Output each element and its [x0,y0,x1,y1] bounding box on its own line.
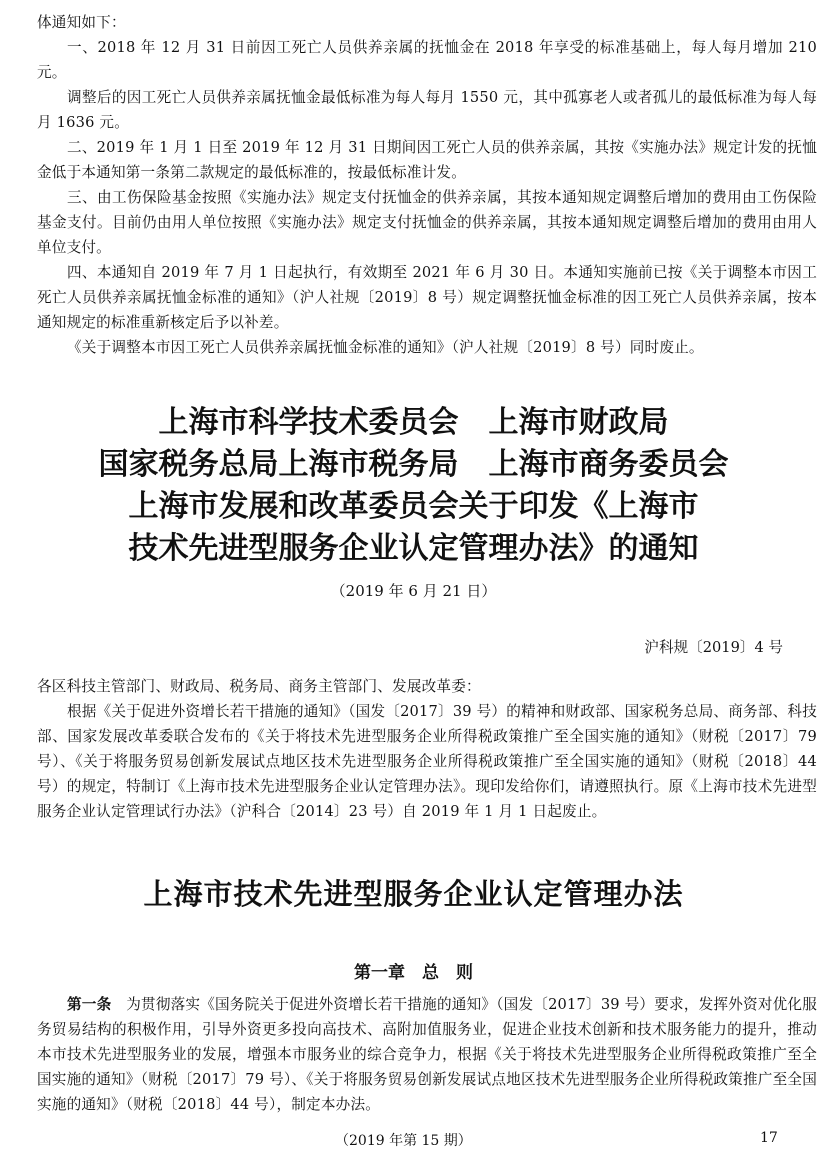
article-1-text: 为贯彻落实《国务院关于促进外资增长若干措施的通知》（国发〔2017〕39 号）要求，发挥外资对优化服务贸易结构的积极作用，引导外资更多投向高技术、高附加值服务业，促进企业技术创新和技术服务能力的提升，推动本市技术先进型服务业的发展，增强本市服务业的综合竞争力，根据《关于将技术先进型服务企业所得税政策推广至全国实施的通知》（财税〔2017〕79 号）、《关于将服务贸易创新发展试点地区技术先进型服务企业所得税政策推广至全国实施的通知》（财税〔2018〕44 号），制定本办法。 [37,996,818,1113]
notice-body [37,674,817,824]
previous-notice-continuation [37,10,817,360]
document-number: 沪科规〔2019〕4 号 [644,639,783,656]
previous-para-5: 四、本通知自 2019 年 7 月 1 日起执行，有效期至 2021 年 6 月 30 日。本通知实施前已按《关于调整本市因工死亡人员供养亲属抚恤金标准的通知》（沪人社规〔2019〕8 号）规定调整抚恤金标准的因工死亡人员供养亲属，按本通知规定的标准重新核定后予以补差。 [37,264,817,331]
notice-recipients: 各区科技主管部门、财政局、税务局、商务主管部门、发展改革委： [37,678,481,695]
previous-para-2: 调整后的因工死亡人员供养亲属抚恤金最低标准为每人每月 1550 元，其中孤寡老人或者孤儿的最低标准为每人每月 1636 元。 [37,89,817,131]
previous-para-1: 一、2018 年 12 月 31 日前因工死亡人员供养亲属的抚恤金在 2018 年享受的标准基础上，每人每月增加 210 元。 [37,39,817,81]
article-1 [37,992,817,1117]
previous-intro: 体通知如下： [37,14,126,31]
notice-title-line: 上海市科学技术委员会 上海市财政局 [158,405,669,440]
notice-title-line: 上海市发展和改革委员会关于印发《上海市 [128,489,699,524]
notice-title-line: 技术先进型服务企业认定管理办法》的通知 [128,531,699,566]
page-number: 17 [760,1130,778,1146]
notice-date: （2019 年 6 月 21 日） [330,582,497,600]
notice-title-line: 国家税务总局上海市税务局 上海市商务委员会 [98,447,729,482]
previous-para-4: 三、由工伤保险基金按照《实施办法》规定支付抚恤金的供养亲属，其按本通知规定调整后增加的费用由工伤保险基金支付。目前仍由用人单位按照《实施办法》规定支付抚恤金的供养亲属，其按本通知规定调整后增加的费用由用人单位支付。 [37,189,817,256]
notice-title [0,402,827,570]
previous-para-6: 《关于调整本市因工死亡人员供养亲属抚恤金标准的通知》（沪人社规〔2019〕8 号）同时废止。 [67,339,704,356]
article-label: 第一条 [67,996,112,1013]
notice-body-text: 根据《关于促进外资增长若干措施的通知》（国发〔2017〕39 号）的精神和财政部、国家税务总局、商务部、科技部、国家发展改革委联合发布的《关于将技术先进型服务企业所得税政策推广至全国实施的通知》（财税〔2017〕79 号）、《关于将服务贸易创新发展试点地区技术先进型服务企业所得税政策推广至全国实施的通知》（财税〔2018〕44 号）的规定，特制订《上海市技术先进型服务企业认定管理办法》。现印发给你们，请遵照执行。原《上海市技术先进型服务企业认定管理试行办法》（沪科合〔2014〕23 号）自 2019 年 1 月 1 日起废止。 [37,703,817,820]
chapter-heading: 第一章 总 则 [354,963,473,983]
article-1-paragraph [37,992,817,1117]
regulation-title: 上海市技术先进型服务企业认定管理办法 [143,877,684,911]
issue-label: （2019 年第 15 期） [335,1133,472,1149]
previous-para-3: 二、2019 年 1 月 1 日至 2019 年 12 月 31 日期间因工死亡人员的供养亲属，其按《实施办法》规定计发的抚恤金低于本通知第一条第二款规定的最低标准的，按最低标准计发。 [37,139,817,181]
